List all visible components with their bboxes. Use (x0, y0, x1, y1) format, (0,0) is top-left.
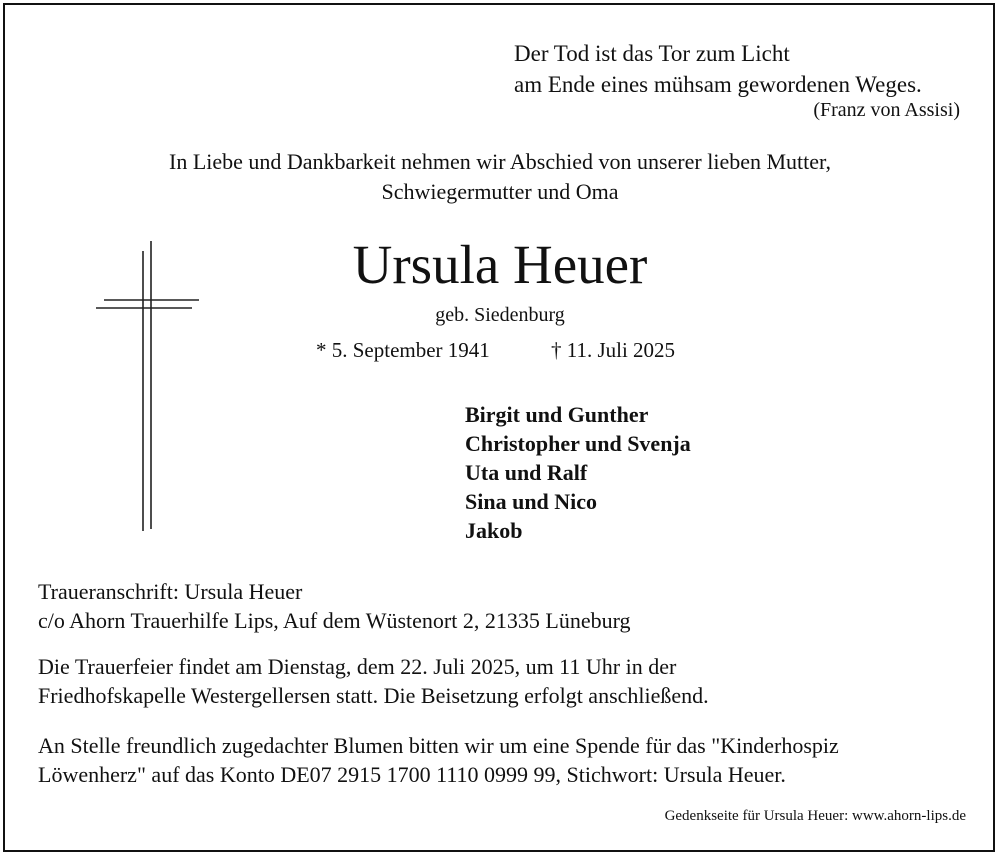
quote-source: (Franz von Assisi) (813, 99, 960, 121)
address-line-1: Traueranschrift: Ursula Heuer (38, 579, 303, 604)
donation-line-1: An Stelle freundlich zugedachter Blumen bitten wir um eine Spende für das "Kinderhospiz (38, 733, 839, 758)
death-date: † 11. Juli 2025 (551, 338, 676, 362)
intro-line-1: In Liebe und Dankbarkeit nehmen wir Abschied von unserer lieben Mutter, (169, 149, 831, 174)
family-member: Jakob (465, 518, 523, 543)
maiden-name: geb. Siedenburg (435, 304, 565, 326)
mourning-address (38, 577, 631, 635)
family-member: Birgit und Gunther (465, 402, 649, 427)
family-member: Sina und Nico (465, 489, 598, 514)
donation-line-2: Löwenherz" auf das Konto DE07 2915 1700 1110 0999 99, Stichwort: Ursula Heuer. (38, 762, 786, 787)
donation-info (38, 731, 839, 789)
intro-text (0, 147, 1000, 207)
quote-line-2: am Ende eines mühsam gewordenen Weges. (514, 72, 922, 97)
deceased-name: Ursula Heuer (352, 234, 648, 295)
funeral-service-info (38, 652, 709, 710)
intro-line-2: Schwiegermutter und Oma (381, 179, 619, 204)
family-list (465, 400, 691, 545)
service-line-1: Die Trauerfeier findet am Dienstag, dem 22. Juli 2025, um 11 Uhr in der (38, 654, 677, 679)
address-line-2: c/o Ahorn Trauerhilfe Lips, Auf dem Wüstenort 2, 21335 Lüneburg (38, 608, 631, 633)
family-member: Christopher und Svenja (465, 431, 691, 456)
family-member: Uta und Ralf (465, 460, 588, 485)
birth-date: * 5. September 1941 (316, 338, 490, 362)
quote (514, 38, 922, 100)
memorial-page-footer: Gedenkseite für Ursula Heuer: www.ahorn-lips.de (664, 808, 966, 824)
service-line-2: Friedhofskapelle Westergellersen statt. Die Beisetzung erfolgt anschließend. (38, 683, 709, 708)
quote-line-1: Der Tod ist das Tor zum Licht (514, 41, 790, 66)
